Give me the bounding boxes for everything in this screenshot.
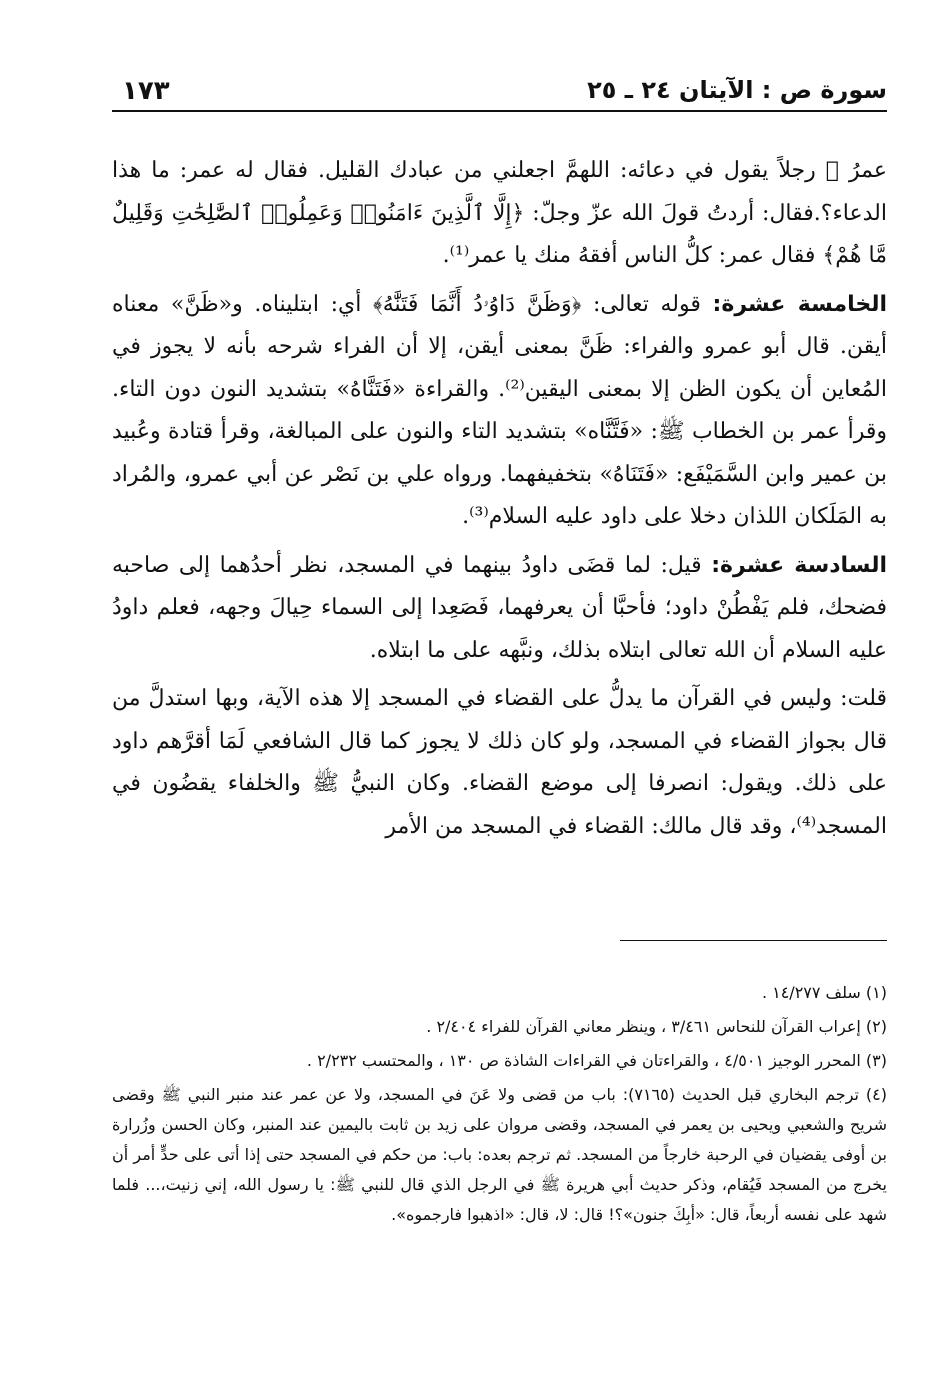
footnote-1: (١) سلف ١٤/٢٧٧ .: [761, 983, 887, 1002]
running-title: سورة ص : الآيتان ٢٤ ـ ٢٥: [587, 76, 887, 104]
paragraph-1: عمرُ ﷺ رجلاً يقول في دعائه: اللهمَّ اجعلني من عبادك القليل. فقال له عمر: ما هذا الدعاء؟.فقال: أردتُ قولَ الله عزّ وجلّ: ﴿إِلَّا ٱلَّذِينَ ءَامَنُوا۟ وَعَمِلُوا۟ ٱلصَّٰلِحَٰتِ وَقَلِيلٌ مَّا هُمْ﴾ فقال عمر: كلُّ الناس أفقهُ منك يا عمر⁽¹⁾.: [112, 158, 887, 268]
section-label-16: السادسة عشرة:: [711, 552, 887, 578]
footnote-separator: [620, 940, 887, 941]
paragraph-2: [112, 284, 887, 539]
main-text: [112, 150, 887, 854]
paragraph-3-text: قيل: لما قضَى داودُ بينهما في المسجد، نظر أحدُهما إلى صاحبه فضحك، فلم يَفْطُنْ داود؛ فأحبَّا أن يعرفهما، فَصَعِدا إلى السماء حِيالَ وجهه، فعلم داودُ عليه السلام أن الله تعالى ابتلاه بذلك، ونبَّهه على ما ابتلاه.: [112, 552, 887, 663]
paragraph-2-text: قوله تعالى: ﴿وَظَنَّ دَاوُۥدُ أَنَّمَا فَتَنَّٰهُ﴾ أي: ابتليناه. و«ظَنَّ» معناه أيقن. قال أبو عمرو والفراء: ظَنَّ بمعنى أيقن، إلا أن الفراء شرحه بأنه لا يجوز في المُعاين أن يكون الظن إلا بمعنى اليقين⁽²⁾. والقراءة «فَتَنَّاهُ» بتشديد النون دون التاء. وقرأ عمر بن الخطاب ﷺ: «فَتَّنَّاه» بتشديد التاء والنون على المبالغة، وقرأ قتادة وعُبيد بن عمير وابن السَّمَيْفَع: «فَتَنَاهُ» بتخفيفهما. ورواه علي بن نَصْر عن أبي عمرو، والمُراد به المَلَكان اللذان دخلا على داود عليه السلام⁽³⁾.: [112, 291, 887, 529]
footnotes: [112, 978, 887, 1234]
paragraph-3: [112, 545, 887, 673]
section-label-15: الخامسة عشرة:: [712, 291, 887, 317]
footnote-2: (٢) إعراب القرآن للنحاس ٣/٤٦١ ، وينظر معاني القرآن للفراء ٢/٤٠٤ .: [426, 1017, 887, 1036]
page-number: ١٧٣: [122, 76, 170, 106]
page-header: [112, 70, 887, 112]
footnote-4: (٤) ترجم البخاري قبل الحديث (٧١٦٥): باب من قضى ولا عَنَ في المسجد، ولا عن عمر عند منبر النبي ﷺ وقضى شريح والشعبي ويحيى بن يعمر في المسجد، وقضى مروان على زيد بن ثابت باليمين عند المنبر، وكان الحسن وزُرارة بن أوفى يقضيان في الرحبة خارجاً من المسجد. ثم ترجم بعده: باب: من حكم في المسجد حتى إذا أتى على حدٍّ أمر أن يخرج من المسجد فَيُقام، وذكر حديث أبي هريرة ﷺ في الرجل الذي قال للنبي ﷺ: يا رسول الله، إني زنيت،... فلما شهد على نفسه أربعاً، قال: «أبِكَ جنون»؟! قال: لا، قال: «اذهبوا فارجموه».: [112, 1085, 888, 1224]
footnote-3: (٣) المحرر الوجيز ٤/٥٠١ ، والقراءتان في القراءات الشاذة ص ١٣٠ ، والمحتسب ٢/٢٣٢ .: [306, 1051, 887, 1070]
paragraph-4: قلت: وليس في القرآن ما يدلُّ على القضاء في المسجد إلا هذه الآية، وبها استدلَّ من قال بجواز القضاء في المسجد، ولو كان ذلك لا يجوز كما قال الشافعي لَمَا أقرَّهم داود على ذلك. ويقول: انصرفا إلى موضع القضاء. وكان النبيُّ ﷺ والخلفاء يقضُون في المسجد⁽⁴⁾، وقد قال مالك: القضاء في المسجد من الأمر: [112, 686, 887, 839]
